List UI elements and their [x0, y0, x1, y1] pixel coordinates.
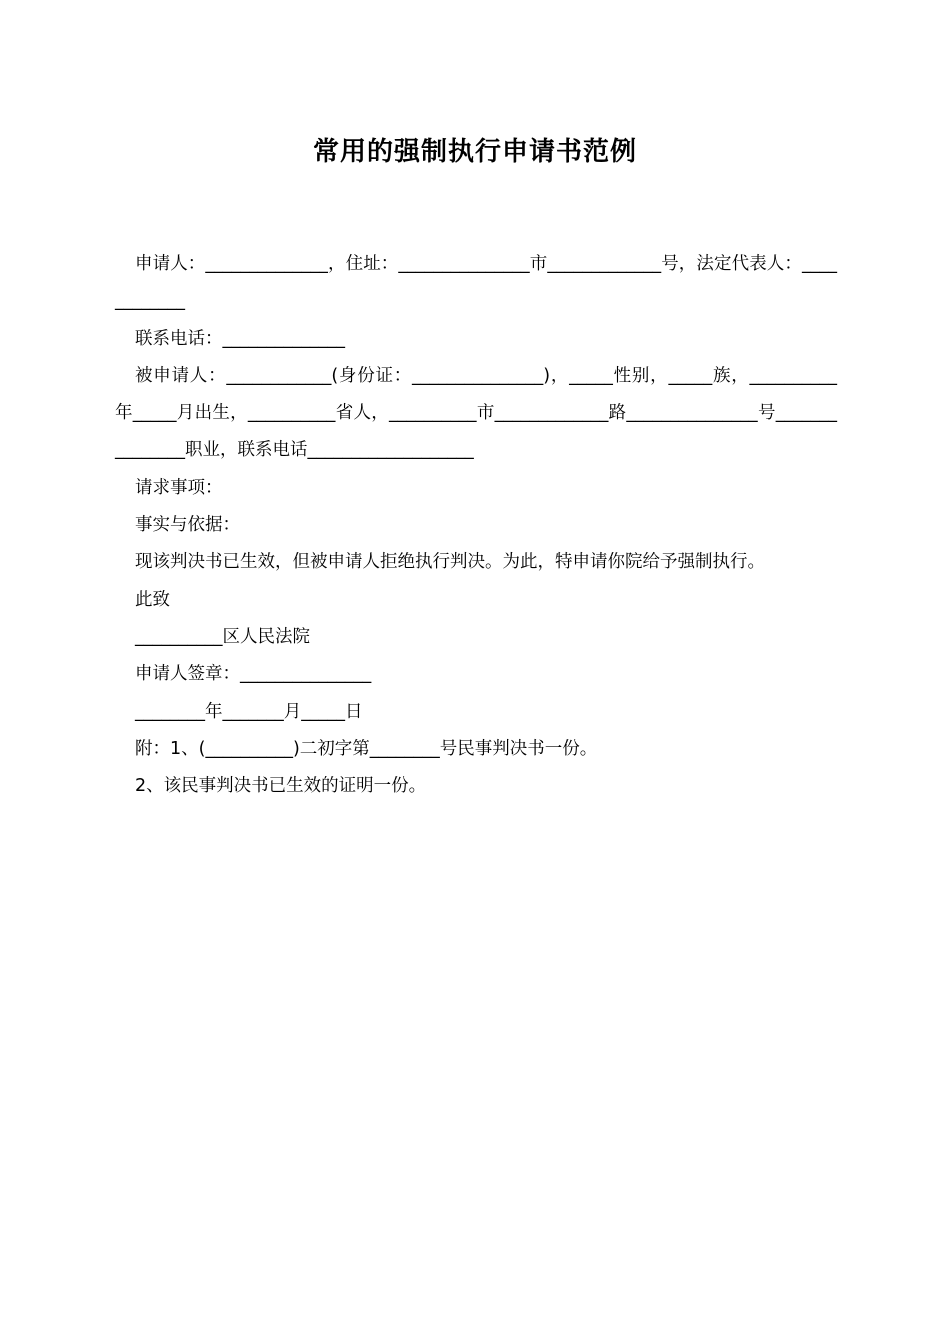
- document-body: [115, 246, 837, 805]
- facts-heading: 事实与依据：: [135, 515, 240, 536]
- applicant-paragraph: 申请人：______________，住址：_______________市_____________号，法定代表人：____________: [115, 254, 837, 312]
- request-paragraph: 现该判决书已生效，但被申请人拒绝执行判决。为此，特申请你院给予强制执行。: [135, 552, 765, 573]
- attachment-1: 附：1、(__________)二初字第________号民事判决书一份。: [135, 738, 598, 759]
- document-title: 常用的强制执行申请书范例: [312, 137, 637, 167]
- date-line: ________年_______月_____日: [135, 701, 363, 722]
- salutation: 此致: [135, 589, 170, 610]
- applicant-signature: 申请人签章：_______________: [135, 664, 372, 685]
- court-name: __________区人民法院: [135, 626, 310, 647]
- contact-phone-paragraph: 联系电话：______________: [135, 328, 345, 349]
- attachment-2: 2、该民事判决书已生效的证明一份。: [135, 776, 427, 797]
- respondent-paragraph: 被申请人：____________(身份证：_______________)，_____性别，_____族，__________年_____月出生，__________省人，__________市_____________路_______________号_______________职业，联系电话___________________: [115, 365, 837, 461]
- claims-heading: 请求事项：: [135, 477, 223, 498]
